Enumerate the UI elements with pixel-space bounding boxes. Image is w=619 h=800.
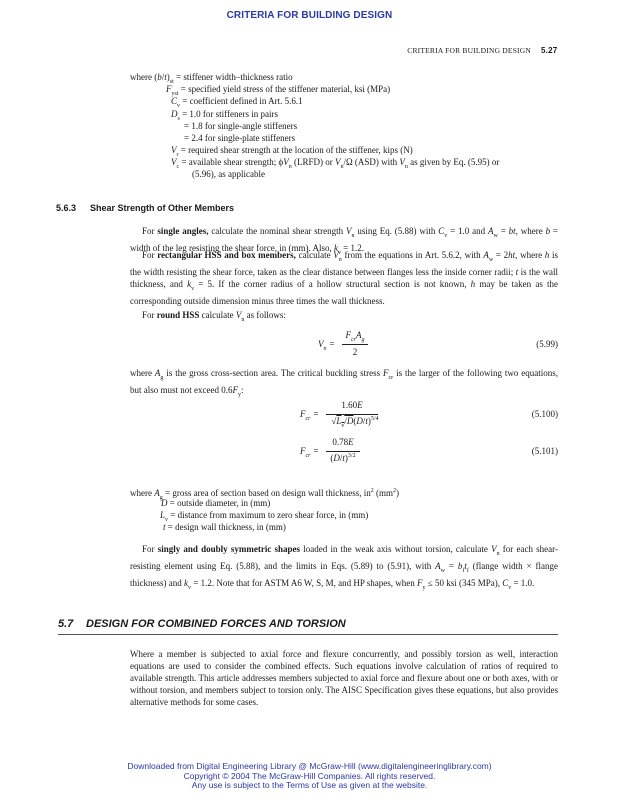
fraction-bar bbox=[326, 414, 378, 415]
definition-row: $F_{yst}$ = specified yield stress of the stiffener material, ksi (MPa) bbox=[166, 84, 391, 97]
paragraph-combined-forces: Where a member is subjected to axial force and flexure concurrently, and possibly torsion as well, interaction equations are used to consider the combined effects. Such equations involve calculation of ratios of required to available strength. This article addresses members subjected to axial force and flexure about one or both axes, with or without torsion, and members subject to torsion only. The AISC Specification gives these equations, but also provides alternative methods for some cases. bbox=[130, 649, 558, 708]
paragraph-round-hss: For round HSS calculate $V_n$ as follows: bbox=[142, 310, 286, 323]
definition-row: = 1.8 for single-angle stiffeners bbox=[184, 121, 298, 131]
equation-5-100-lhs: $F_{cr}$ = bbox=[300, 409, 319, 422]
equation-5-100-numerator: 1.60E bbox=[341, 400, 363, 410]
definition-row: t = design wall thickness, in (mm) bbox=[163, 522, 286, 532]
equation-number: (5.101) bbox=[531, 446, 558, 456]
equation-number: (5.99) bbox=[536, 339, 558, 349]
section-number: 5.6.3 bbox=[56, 203, 77, 213]
footer-terms-of-use[interactable]: Any use is subject to the Terms of Use as given at the website. bbox=[191, 780, 428, 790]
paragraph-symmetric-shapes: For singly and doubly symmetric shapes loaded in the weak axis without torsion, calculate $V_n$ for each shear-resisting element using Eq. (5.88), and the limits in Eqs. (5.89) to (5.91), with $A_w = b_ft_f$ (flange width × flange thickness) and $k_v = 1.2$. Note that for ASTM A6 W, S, M, and HP shapes, when $F_y \le 50$ ksi (345 MPa), $C_v = 1.0$. bbox=[130, 544, 558, 591]
section-heading-5-6-3 bbox=[56, 203, 234, 213]
definition-where: where $(b/t)_{st}$ = stiffener width–thickness ratio bbox=[130, 72, 293, 85]
paragraph-critical-buckling: where $A_g$ is the gross cross-section area. The critical buckling stress $F_{cr}$ is the larger of the following two equations, but also must not exceed $0.6F_y$: bbox=[130, 368, 558, 398]
fraction-bar bbox=[326, 451, 360, 452]
definition-row: = 2.4 for single-plate stiffeners bbox=[184, 133, 296, 143]
definition-row: $C_v$ = coefficient defined in Art. 5.6.1 bbox=[171, 96, 303, 109]
running-head-title: CRITERIA FOR BUILDING DESIGN bbox=[407, 46, 531, 55]
definition-row: $D_s = 1.0$ for stiffeners in pairs bbox=[171, 109, 278, 122]
definition-row: where $A_g$ = gross area of section based on design wall thickness, $in^2$ $(mm^2)$ bbox=[130, 488, 400, 501]
definition-row: $V_r$ = required shear strength at the location of the stiffener, kips (N) bbox=[171, 145, 413, 158]
definition-row: (5.96), as applicable bbox=[192, 169, 265, 179]
footer-copyright: Copyright © 2004 The McGraw-Hill Companies. All rights reserved. bbox=[183, 771, 436, 781]
equation-5-101-denominator: $(D/t)^{3/2}$ bbox=[330, 453, 356, 463]
footer-download-notice[interactable]: Downloaded from Digital Engineering Library @ McGraw-Hill (www.digitalengineeringlibrary.com) bbox=[127, 761, 492, 771]
equation-5-99-numerator: $F_{cr}A_g$ bbox=[345, 330, 365, 343]
paragraph-single-angles: For single angles, calculate the nominal shear strength $V_n$ using Eq. (5.88) with $C_v = 1.0$ and $A_w$ = bt, where b = width of the leg resisting the shear force, in (mm). Also, $k_v = 1.2$. bbox=[130, 226, 559, 256]
running-head bbox=[407, 46, 558, 55]
definition-row: $L_v$ = distance from maximum to zero shear force, in (mm) bbox=[160, 510, 369, 523]
definition-row: $V_c$ = available shear strength; $\phi V_n$ (LRFD) or $V_n/\Omega$ (ASD) with $V_n$ as given by Eq. (5.95) or bbox=[171, 157, 500, 170]
equation-5-101-lhs: $F_{cr}$ = bbox=[300, 446, 319, 459]
section-divider bbox=[58, 634, 558, 635]
document-banner: CRITERIA FOR BUILDING DESIGN bbox=[226, 10, 393, 21]
fraction-bar bbox=[342, 344, 368, 345]
page-number: 5.27 bbox=[541, 46, 558, 55]
equation-number: (5.100) bbox=[531, 409, 558, 419]
section-heading-5-7 bbox=[58, 618, 346, 630]
equation-5-99-denominator: 2 bbox=[352, 347, 358, 357]
equation-5-100-denominator: $√L_v/D(D/t)^{5/4}$ bbox=[331, 416, 379, 429]
paragraph-rectangular-hss: For rectangular HSS and box members, calculate $V_n$ from the equations in Art. 5.6.2, with $A_w = 2ht$, where h is the width resisting the shear force, taken as the clear distance between flanges less the inside corner radii; t is the wall thickness, and $k_v = 5$. If the corner radius of a hollow structural section is not known, h may be taken as the corresponding outside dimension minus three times the wall thickness. bbox=[130, 250, 558, 306]
equation-5-101-numerator: 0.78E bbox=[332, 437, 354, 447]
equation-5-99-lhs: $V_n$ = bbox=[318, 339, 335, 352]
definition-row: D = outside diameter, in (mm) bbox=[161, 498, 271, 508]
section-number: 5.7 bbox=[58, 618, 74, 630]
section-title: Shear Strength of Other Members bbox=[90, 203, 235, 213]
section-title: DESIGN FOR COMBINED FORCES AND TORSION bbox=[86, 618, 346, 630]
